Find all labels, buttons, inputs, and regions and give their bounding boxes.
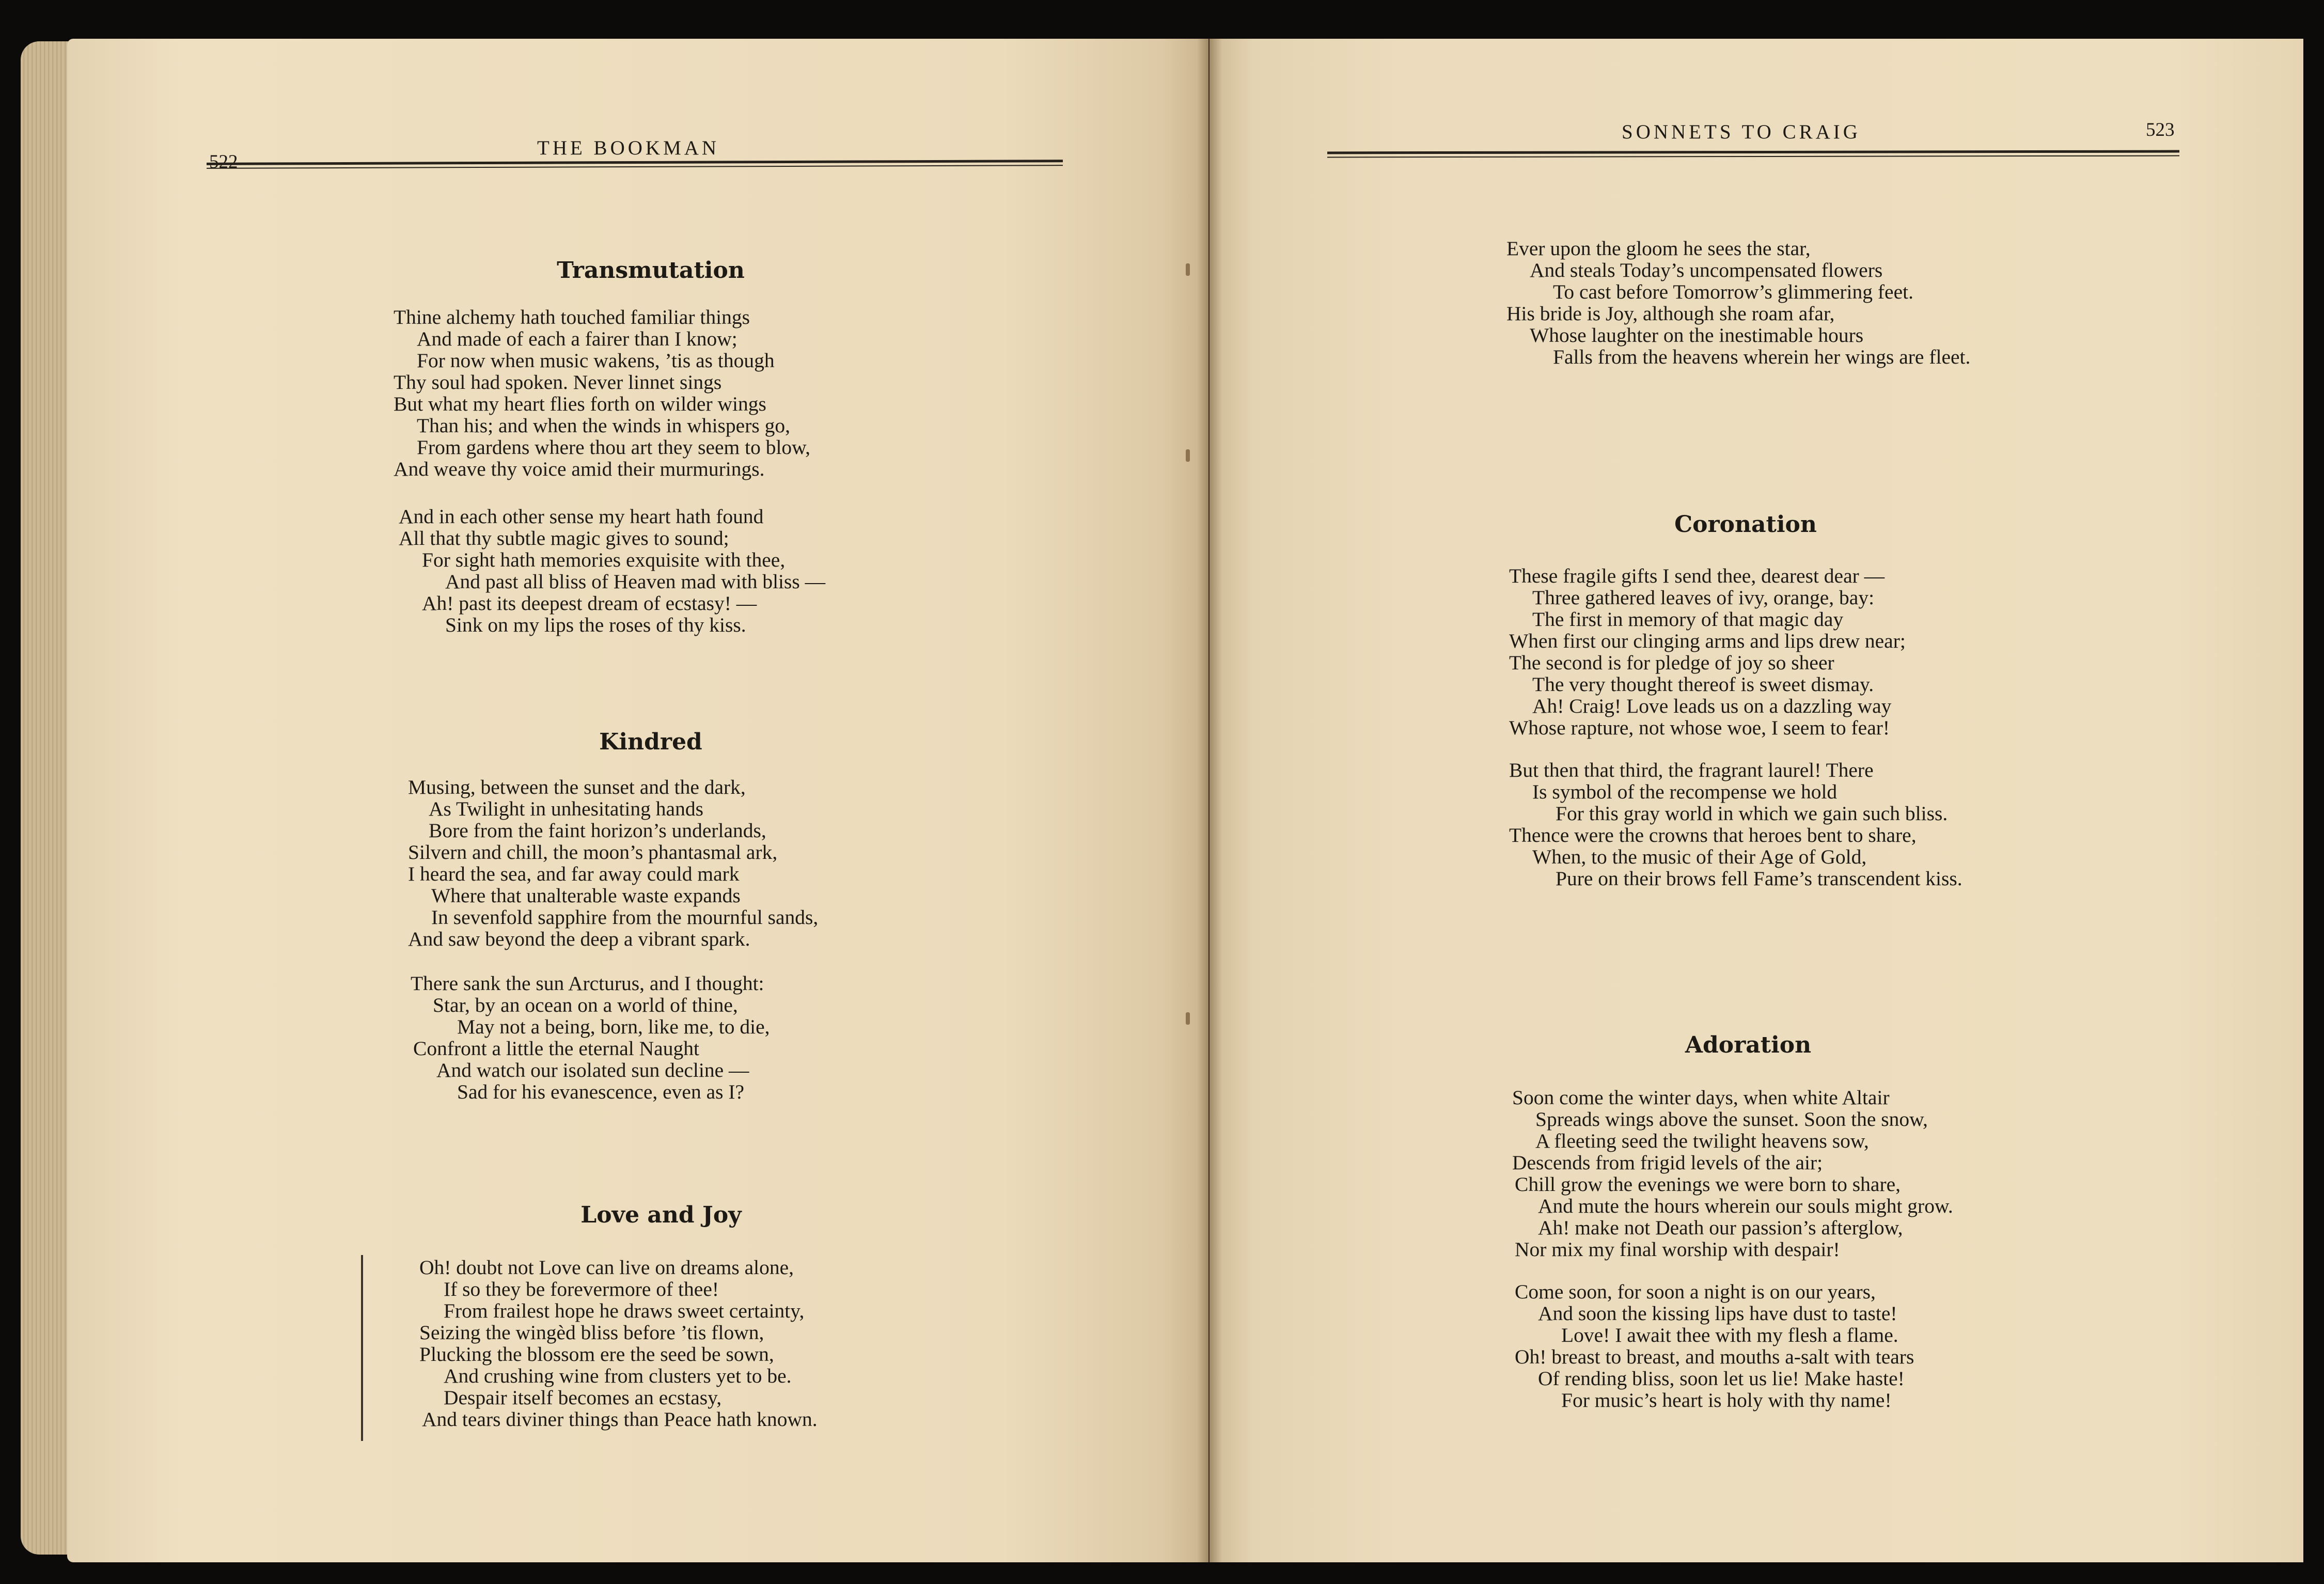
poem-line: Than his; and when the winds in whispers go, — [417, 414, 790, 437]
poem-line: And past all bliss of Heaven mad with bliss — — [445, 570, 826, 593]
poem-line: Confront a little the eternal Naught — [413, 1037, 699, 1060]
poem-line: The very thought thereof is sweet dismay. — [1532, 673, 1874, 696]
poem-line: When, to the music of their Age of Gold, — [1532, 845, 1867, 868]
poem-line: Spreads wings above the sunset. Soon the snow, — [1535, 1108, 1928, 1131]
poem-line: In sevenfold sapphire from the mournful sands, — [431, 906, 819, 929]
poem-line: His bride is Joy, although she roam afar, — [1506, 302, 1835, 325]
poem-line: For now when music wakens, ’tis as though — [417, 349, 775, 372]
poem-line: For this gray world in which we gain such bliss. — [1556, 802, 1948, 825]
poem-title-coronation: Coronation — [1674, 511, 1817, 538]
poem-line: And tears diviner things than Peace hath known. — [422, 1408, 818, 1431]
poem-line: Thy soul had spoken. Never linnet sings — [394, 371, 722, 394]
poem-line: I heard the sea, and far away could mark — [408, 862, 740, 885]
poem-line: And watch our isolated sun decline — — [436, 1059, 749, 1081]
binding-stitch — [1186, 449, 1190, 462]
poem-line: Despair itself becomes an ecstasy, — [444, 1386, 722, 1409]
poem-line: Descends from frigid levels of the air; — [1512, 1151, 1823, 1174]
poem-line: When first our clinging arms and lips drew near; — [1509, 630, 1906, 652]
poem-line: But what my heart flies forth on wilder wings — [394, 393, 766, 415]
poem-line: And steals Today’s uncompensated flowers — [1530, 259, 1883, 281]
poem-line: Falls from the heavens wherein her wings are fleet. — [1553, 346, 1971, 368]
poem-line: The second is for pledge of joy so sheer — [1509, 651, 1834, 674]
poem-line: May not a being, born, like me, to die, — [457, 1015, 770, 1038]
poem-line: Oh! doubt not Love can live on dreams alone, — [419, 1256, 794, 1279]
poem-line: To cast before Tomorrow’s glimmering feet. — [1553, 280, 1913, 303]
poem-line: And weave thy voice amid their murmurings. — [394, 458, 765, 480]
poem-line: And soon the kissing lips have dust to taste! — [1538, 1302, 1897, 1325]
poem-line: These fragile gifts I send thee, dearest dear — — [1509, 564, 1885, 587]
poem-line: Thence were the crowns that heroes bent to share, — [1509, 824, 1917, 846]
poem-line: Oh! breast to breast, and mouths a-salt with tears — [1515, 1345, 1914, 1368]
poem-line: Whose rapture, not whose woe, I seem to fear! — [1509, 716, 1890, 739]
poem-title-transmutation: Transmutation — [557, 257, 745, 284]
binding-stitch — [1186, 263, 1190, 276]
poem-line: Chill grow the evenings we were born to share, — [1515, 1173, 1901, 1196]
poem-line: If so they be forevermore of thee! — [444, 1278, 719, 1300]
poem-line: From gardens where thou art they seem to blow, — [417, 436, 811, 459]
poem-line: There sank the sun Arcturus, and I thought: — [411, 972, 764, 995]
book-gutter — [1197, 39, 1222, 1562]
poem-title-kindred: Kindred — [599, 729, 702, 755]
poem-line: Bore from the faint horizon’s underlands, — [429, 819, 766, 842]
poem-line: Sink on my lips the roses of thy kiss. — [445, 614, 746, 636]
poem-line: Musing, between the sunset and the dark, — [408, 776, 746, 798]
right-running-head: SONNETS TO CRAIG — [1622, 121, 1861, 143]
poem-line: All that thy subtle magic gives to sound; — [399, 527, 729, 550]
poem-line: And in each other sense my heart hath found — [399, 505, 764, 528]
poem-line: And saw beyond the deep a vibrant spark. — [408, 928, 750, 950]
poem-line: As Twilight in unhesitating hands — [429, 797, 703, 820]
poem-line: Ah! past its deepest dream of ecstasy! — — [422, 592, 757, 615]
poem-line: The first in memory of that magic day — [1532, 608, 1844, 631]
poem-line: Silvern and chill, the moon’s phantasmal ark, — [408, 841, 778, 864]
poem-line: Nor mix my final worship with despair! — [1515, 1238, 1840, 1261]
left-running-head: THE BOOKMAN — [537, 137, 720, 159]
poem-title-adoration: Adoration — [1685, 1032, 1812, 1058]
poem-line: Sad for his evanescence, even as I? — [457, 1080, 745, 1103]
poem-line: Of rending bliss, soon let us lie! Make haste! — [1538, 1367, 1905, 1390]
poem-line: But then that third, the fragrant laurel! There — [1509, 759, 1874, 781]
poem-line: Thine alchemy hath touched familiar things — [394, 306, 750, 328]
poem-line: Soon come the winter days, when white Altair — [1512, 1086, 1890, 1109]
poem-line: And made of each a fairer than I know; — [417, 327, 737, 350]
poem-line: Plucking the blossom ere the seed be sown, — [419, 1343, 774, 1366]
binding-stitch — [1186, 1012, 1190, 1025]
poem-title-love-and-joy: Love and Joy — [580, 1202, 742, 1228]
poem-line: Star, by an ocean on a world of thine, — [433, 994, 738, 1016]
left-page-number: 522 — [209, 151, 238, 172]
poem-line: Love! I await thee with my flesh a flame. — [1561, 1324, 1898, 1346]
poem-line: From frailest hope he draws sweet certainty, — [444, 1299, 805, 1322]
poem-line: And mute the hours wherein our souls might grow. — [1538, 1195, 1953, 1217]
margin-pencil-mark — [361, 1255, 363, 1441]
poem-line: For music’s heart is holy with thy name! — [1561, 1389, 1892, 1412]
poem-line: Three gathered leaves of ivy, orange, bay: — [1532, 586, 1875, 609]
poem-line: Come soon, for soon a night is on our years, — [1515, 1280, 1876, 1303]
poem-line: And crushing wine from clusters yet to be. — [444, 1365, 792, 1387]
poem-line: Ah! Craig! Love leads us on a dazzling way — [1532, 695, 1892, 717]
poem-line: Seizing the wingèd bliss before ’tis flown, — [419, 1321, 764, 1344]
poem-line: Ah! make not Death our passion’s afterglow, — [1538, 1216, 1903, 1239]
poem-line: Where that unalterable waste expands — [431, 884, 741, 907]
poem-line: Ever upon the gloom he sees the star, — [1506, 237, 1811, 260]
poem-line: For sight hath memories exquisite with thee, — [422, 548, 786, 571]
poem-line: Is symbol of the recompense we hold — [1532, 780, 1838, 803]
poem-line: Pure on their brows fell Fame’s transcendent kiss. — [1556, 867, 1962, 890]
poem-line: A fleeting seed the twilight heavens sow, — [1535, 1130, 1869, 1152]
poem-line: Whose laughter on the inestimable hours — [1530, 324, 1864, 347]
right-page-number: 523 — [2146, 119, 2175, 140]
